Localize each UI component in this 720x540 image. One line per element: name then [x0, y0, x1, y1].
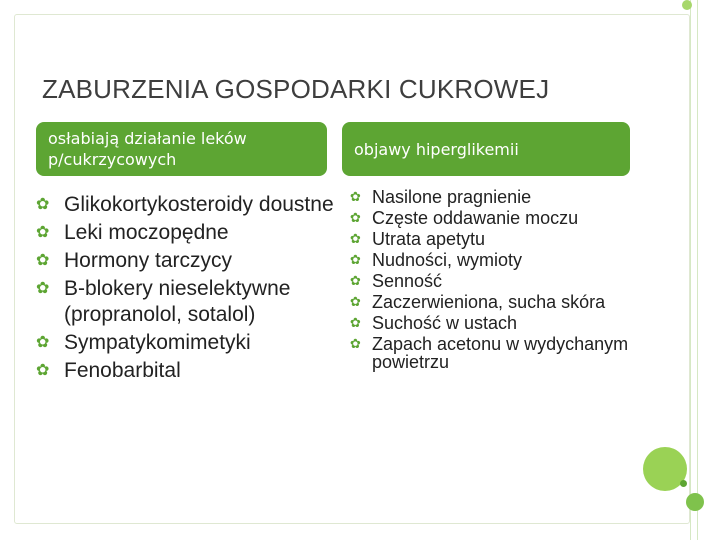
- list-item: [350, 251, 640, 269]
- leaf-bullet-icon: ✿: [36, 280, 50, 297]
- list-item: [36, 220, 336, 246]
- slide-title: ZABURZENIA GOSPODARKI CUKROWEJ: [42, 74, 550, 104]
- decorative-line: [690, 0, 691, 540]
- list-item-text: Sympatykomimetyki: [64, 331, 251, 354]
- leaf-bullet-icon: ✿: [36, 334, 50, 351]
- list-item: [36, 358, 336, 384]
- list-item: [36, 276, 336, 328]
- list-item-text: Suchość w ustach: [372, 313, 518, 333]
- list-item: [350, 209, 640, 227]
- left-section-header-text: osłabiają działanie leków p/cukrzycowych: [48, 129, 247, 169]
- leaf-bullet-icon: ✿: [36, 362, 50, 379]
- right-section-header-text: objawy hiperglikemii: [354, 139, 519, 159]
- leaf-bullet-icon: ✿: [350, 315, 361, 330]
- list-item-text: Zaczerwieniona, sucha skóra: [372, 292, 606, 312]
- right-section-header: [342, 122, 630, 176]
- list-item: [350, 293, 640, 311]
- list-item-text: B-blokery nieselektywne (propranolol, sotalol): [64, 277, 291, 326]
- leaf-bullet-icon: ✿: [350, 294, 361, 309]
- leaf-bullet-icon: ✿: [350, 189, 361, 204]
- list-item-text: Hormony tarczycy: [64, 249, 233, 272]
- decorative-circle: [686, 493, 704, 511]
- leaf-bullet-icon: ✿: [36, 196, 50, 213]
- list-item-text: Utrata apetytu: [372, 229, 486, 249]
- left-section-header: [36, 122, 327, 176]
- list-item: [350, 272, 640, 290]
- list-item-text: Fenobarbital: [64, 359, 181, 382]
- list-item-text: Leki moczopędne: [64, 221, 229, 244]
- list-item-text: Częste oddawanie moczu: [372, 208, 579, 228]
- decorative-dot: [682, 0, 692, 10]
- list-item: [350, 314, 640, 332]
- leaf-bullet-icon: ✿: [350, 273, 361, 288]
- leaf-bullet-icon: ✿: [350, 336, 361, 351]
- leaf-bullet-icon: ✿: [350, 252, 361, 267]
- list-item: [350, 230, 640, 248]
- list-item-text: Nasilone pragnienie: [372, 187, 532, 207]
- list-item-text: Zapach acetonu w wydychanym powietrzu: [372, 334, 629, 372]
- leaf-bullet-icon: ✿: [36, 252, 50, 269]
- list-item: [350, 188, 640, 206]
- leaf-bullet-icon: ✿: [350, 231, 361, 246]
- leaf-bullet-icon: ✿: [36, 224, 50, 241]
- list-item: [36, 192, 336, 218]
- list-item-text: Glikokortykosteroidy doustne: [64, 193, 334, 216]
- list-item: [36, 330, 336, 356]
- leaf-bullet-icon: ✿: [350, 210, 361, 225]
- list-item: [36, 248, 336, 274]
- list-item: [350, 335, 640, 371]
- right-bullet-list: [350, 188, 640, 374]
- list-item-text: Nudności, wymioty: [372, 250, 523, 270]
- decorative-line: [697, 0, 698, 540]
- left-bullet-list: [36, 192, 336, 386]
- decorative-dot: [680, 480, 687, 487]
- list-item-text: Senność: [372, 271, 443, 291]
